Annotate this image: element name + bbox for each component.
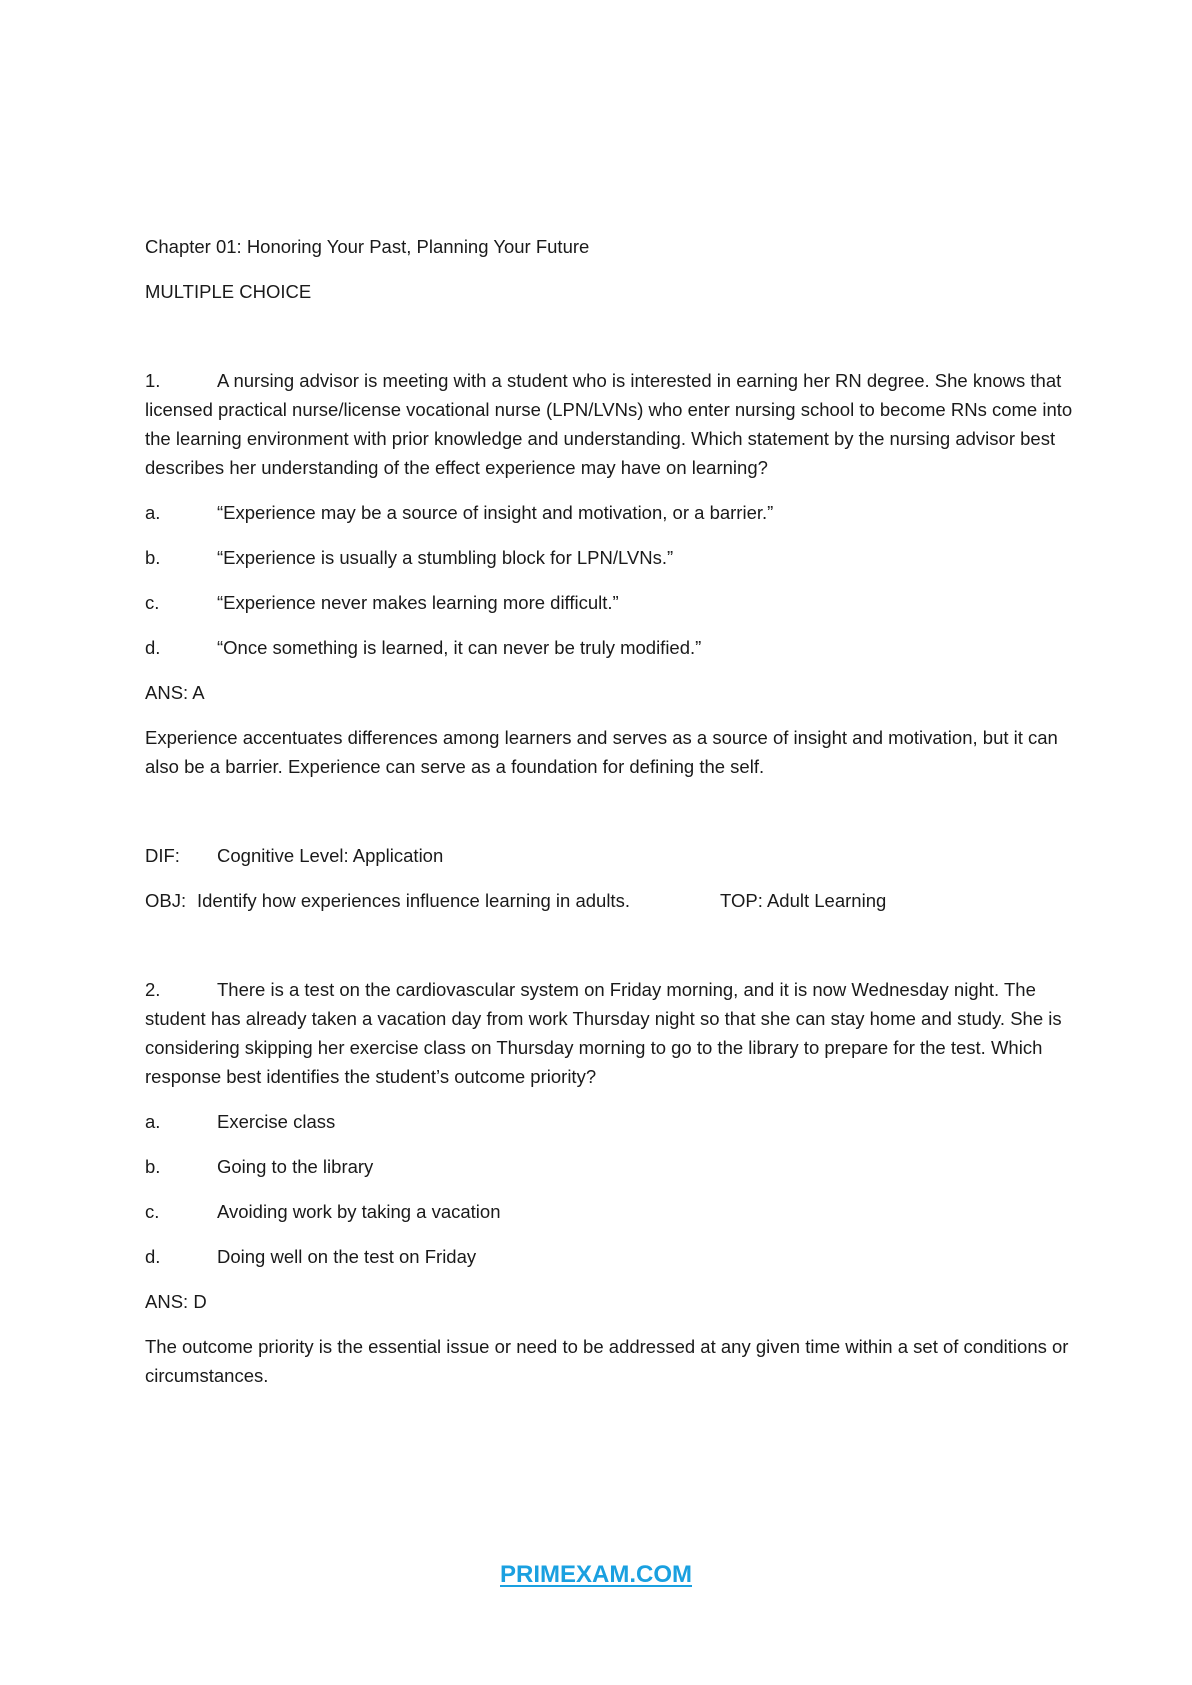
option-text: Exercise class	[217, 1111, 336, 1132]
document-body	[145, 232, 1080, 1450]
question-text	[145, 366, 1080, 482]
answer-rationale: Experience accentuates differences among learners and serves as a source of insight and motivation, but it can also be a barrier. Experience can serve as a foundation for defining the self.	[145, 727, 1058, 777]
question-block	[145, 366, 1080, 915]
answer-key: ANS: A	[145, 682, 205, 703]
footer	[0, 1561, 1192, 1589]
answer-option	[145, 1107, 1080, 1136]
answer-option	[145, 543, 1080, 572]
answer-option	[145, 498, 1080, 527]
option-text: “Once something is learned, it can never be truly modified.”	[217, 637, 702, 658]
option-letter: c.	[145, 592, 160, 613]
option-text: Avoiding work by taking a vacation	[217, 1201, 501, 1222]
option-letter: d.	[145, 637, 161, 658]
answer-rationale: The outcome priority is the essential issue or need to be addressed at any given time within a set of conditions or circumstances.	[145, 1336, 1069, 1386]
answer-key: ANS: D	[145, 1291, 207, 1312]
option-letter: a.	[145, 502, 161, 523]
question-stem: There is a test on the cardiovascular system on Friday morning, and it is now Wednesday night. The student has already taken a vacation day from work Thursday night so that she can stay home and study. She is considering skipping her exercise class on Thursday morning to go to the library to prepare for the test. Which response best identifies the student’s outcome priority?	[145, 979, 1062, 1087]
difficulty-value: Cognitive Level: Application	[217, 845, 444, 866]
option-letter: b.	[145, 1156, 161, 1177]
objective-value: Identify how experiences influence learning in adults.	[197, 890, 630, 911]
answer-option	[145, 633, 1080, 662]
chapter-title: Chapter 01: Honoring Your Past, Planning Your Future	[145, 236, 590, 257]
answer-option	[145, 1197, 1080, 1226]
objective-row	[145, 886, 1080, 915]
difficulty-row	[145, 841, 1080, 870]
answer-option	[145, 1242, 1080, 1271]
question-number: 2.	[145, 979, 161, 1000]
option-text: “Experience may be a source of insight and motivation, or a barrier.”	[217, 502, 774, 523]
option-letter: d.	[145, 1246, 161, 1267]
option-letter: a.	[145, 1111, 161, 1132]
option-letter: b.	[145, 547, 161, 568]
primexam-link[interactable]: PRIMEXAM.COM	[500, 1561, 692, 1588]
difficulty-label: DIF:	[145, 845, 180, 866]
question-text	[145, 975, 1080, 1091]
topic-value: TOP: Adult Learning	[720, 890, 887, 911]
section-label: MULTIPLE CHOICE	[145, 281, 312, 302]
objective-label: OBJ:	[145, 890, 187, 911]
answer-option	[145, 588, 1080, 617]
question-stem: A nursing advisor is meeting with a student who is interested in earning her RN degree. She knows that licensed practical nurse/license vocational nurse (LPN/LVNs) who enter nursing school to become RNs come into the learning environment with prior knowledge and understanding. Which statement by the nursing advisor best describes her understanding of the effect experience may have on learning?	[145, 370, 1073, 478]
option-text: “Experience never makes learning more difficult.”	[217, 592, 619, 613]
answer-option	[145, 1152, 1080, 1181]
option-text: Doing well on the test on Friday	[217, 1246, 477, 1267]
question-number: 1.	[145, 370, 161, 391]
option-letter: c.	[145, 1201, 160, 1222]
question-block	[145, 975, 1080, 1390]
option-text: Going to the library	[217, 1156, 374, 1177]
option-text: “Experience is usually a stumbling block for LPN/LVNs.”	[217, 547, 674, 568]
